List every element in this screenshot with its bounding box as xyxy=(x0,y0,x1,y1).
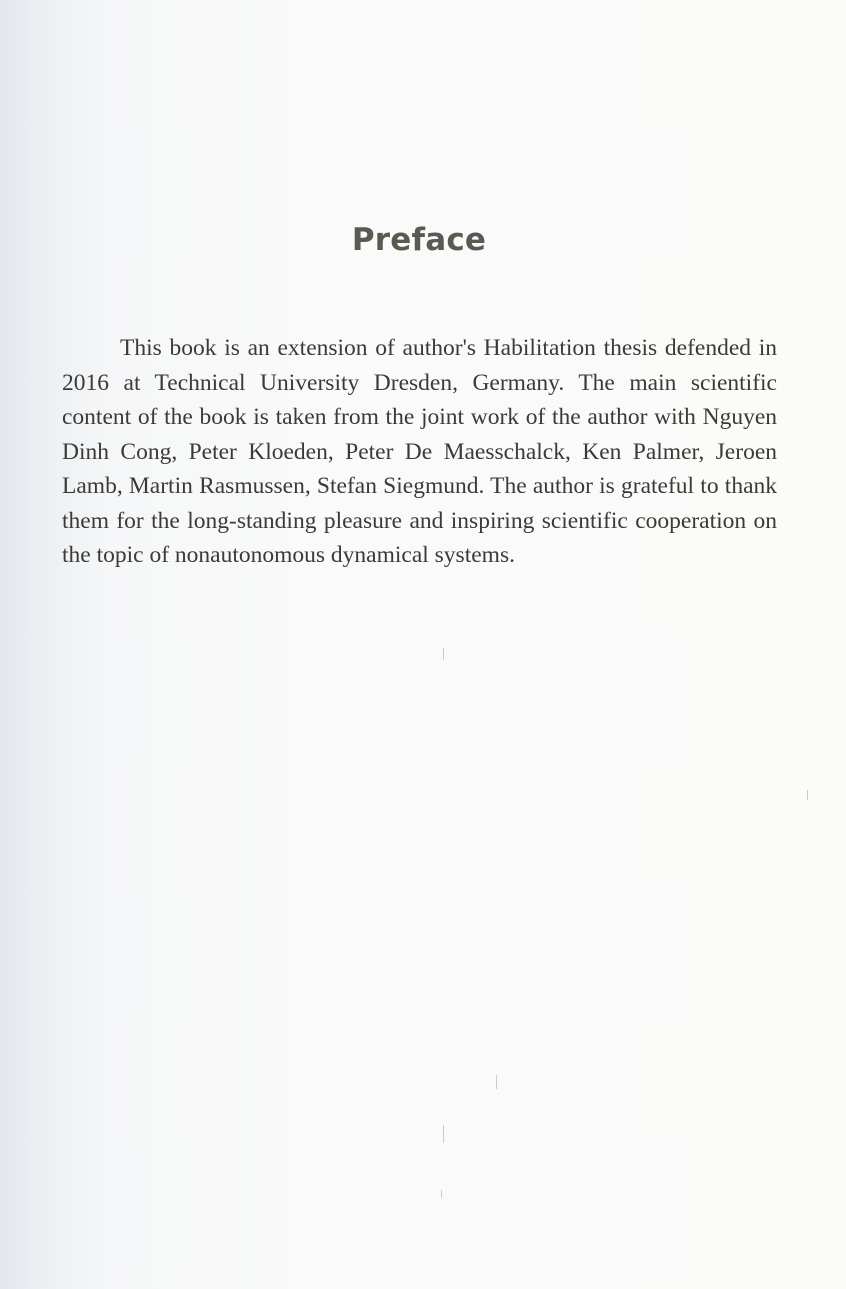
scan-artifact xyxy=(441,1190,442,1198)
scan-artifact xyxy=(807,790,808,800)
scan-artifact xyxy=(443,1125,444,1143)
scan-artifact xyxy=(443,648,444,660)
scan-artifact xyxy=(496,1075,497,1089)
preface-paragraph: This book is an extension of author's Habilitation thesis defended in 2016 at Technical University Dresden, Germany. The main scientific content of the book is taken from the joint work of the author with Nguyen Dinh Cong, Peter Kloeden, Peter De Maesschalck, Ken Palmer, Jeroen Lamb, Martin Rasmussen, Stefan Siegmund. The author is grateful to thank them for the long-standing pleasure and inspiring scientific cooperation on the topic of nonautonomous dynamical systems. xyxy=(62,335,777,568)
page-title: Preface xyxy=(351,222,487,258)
